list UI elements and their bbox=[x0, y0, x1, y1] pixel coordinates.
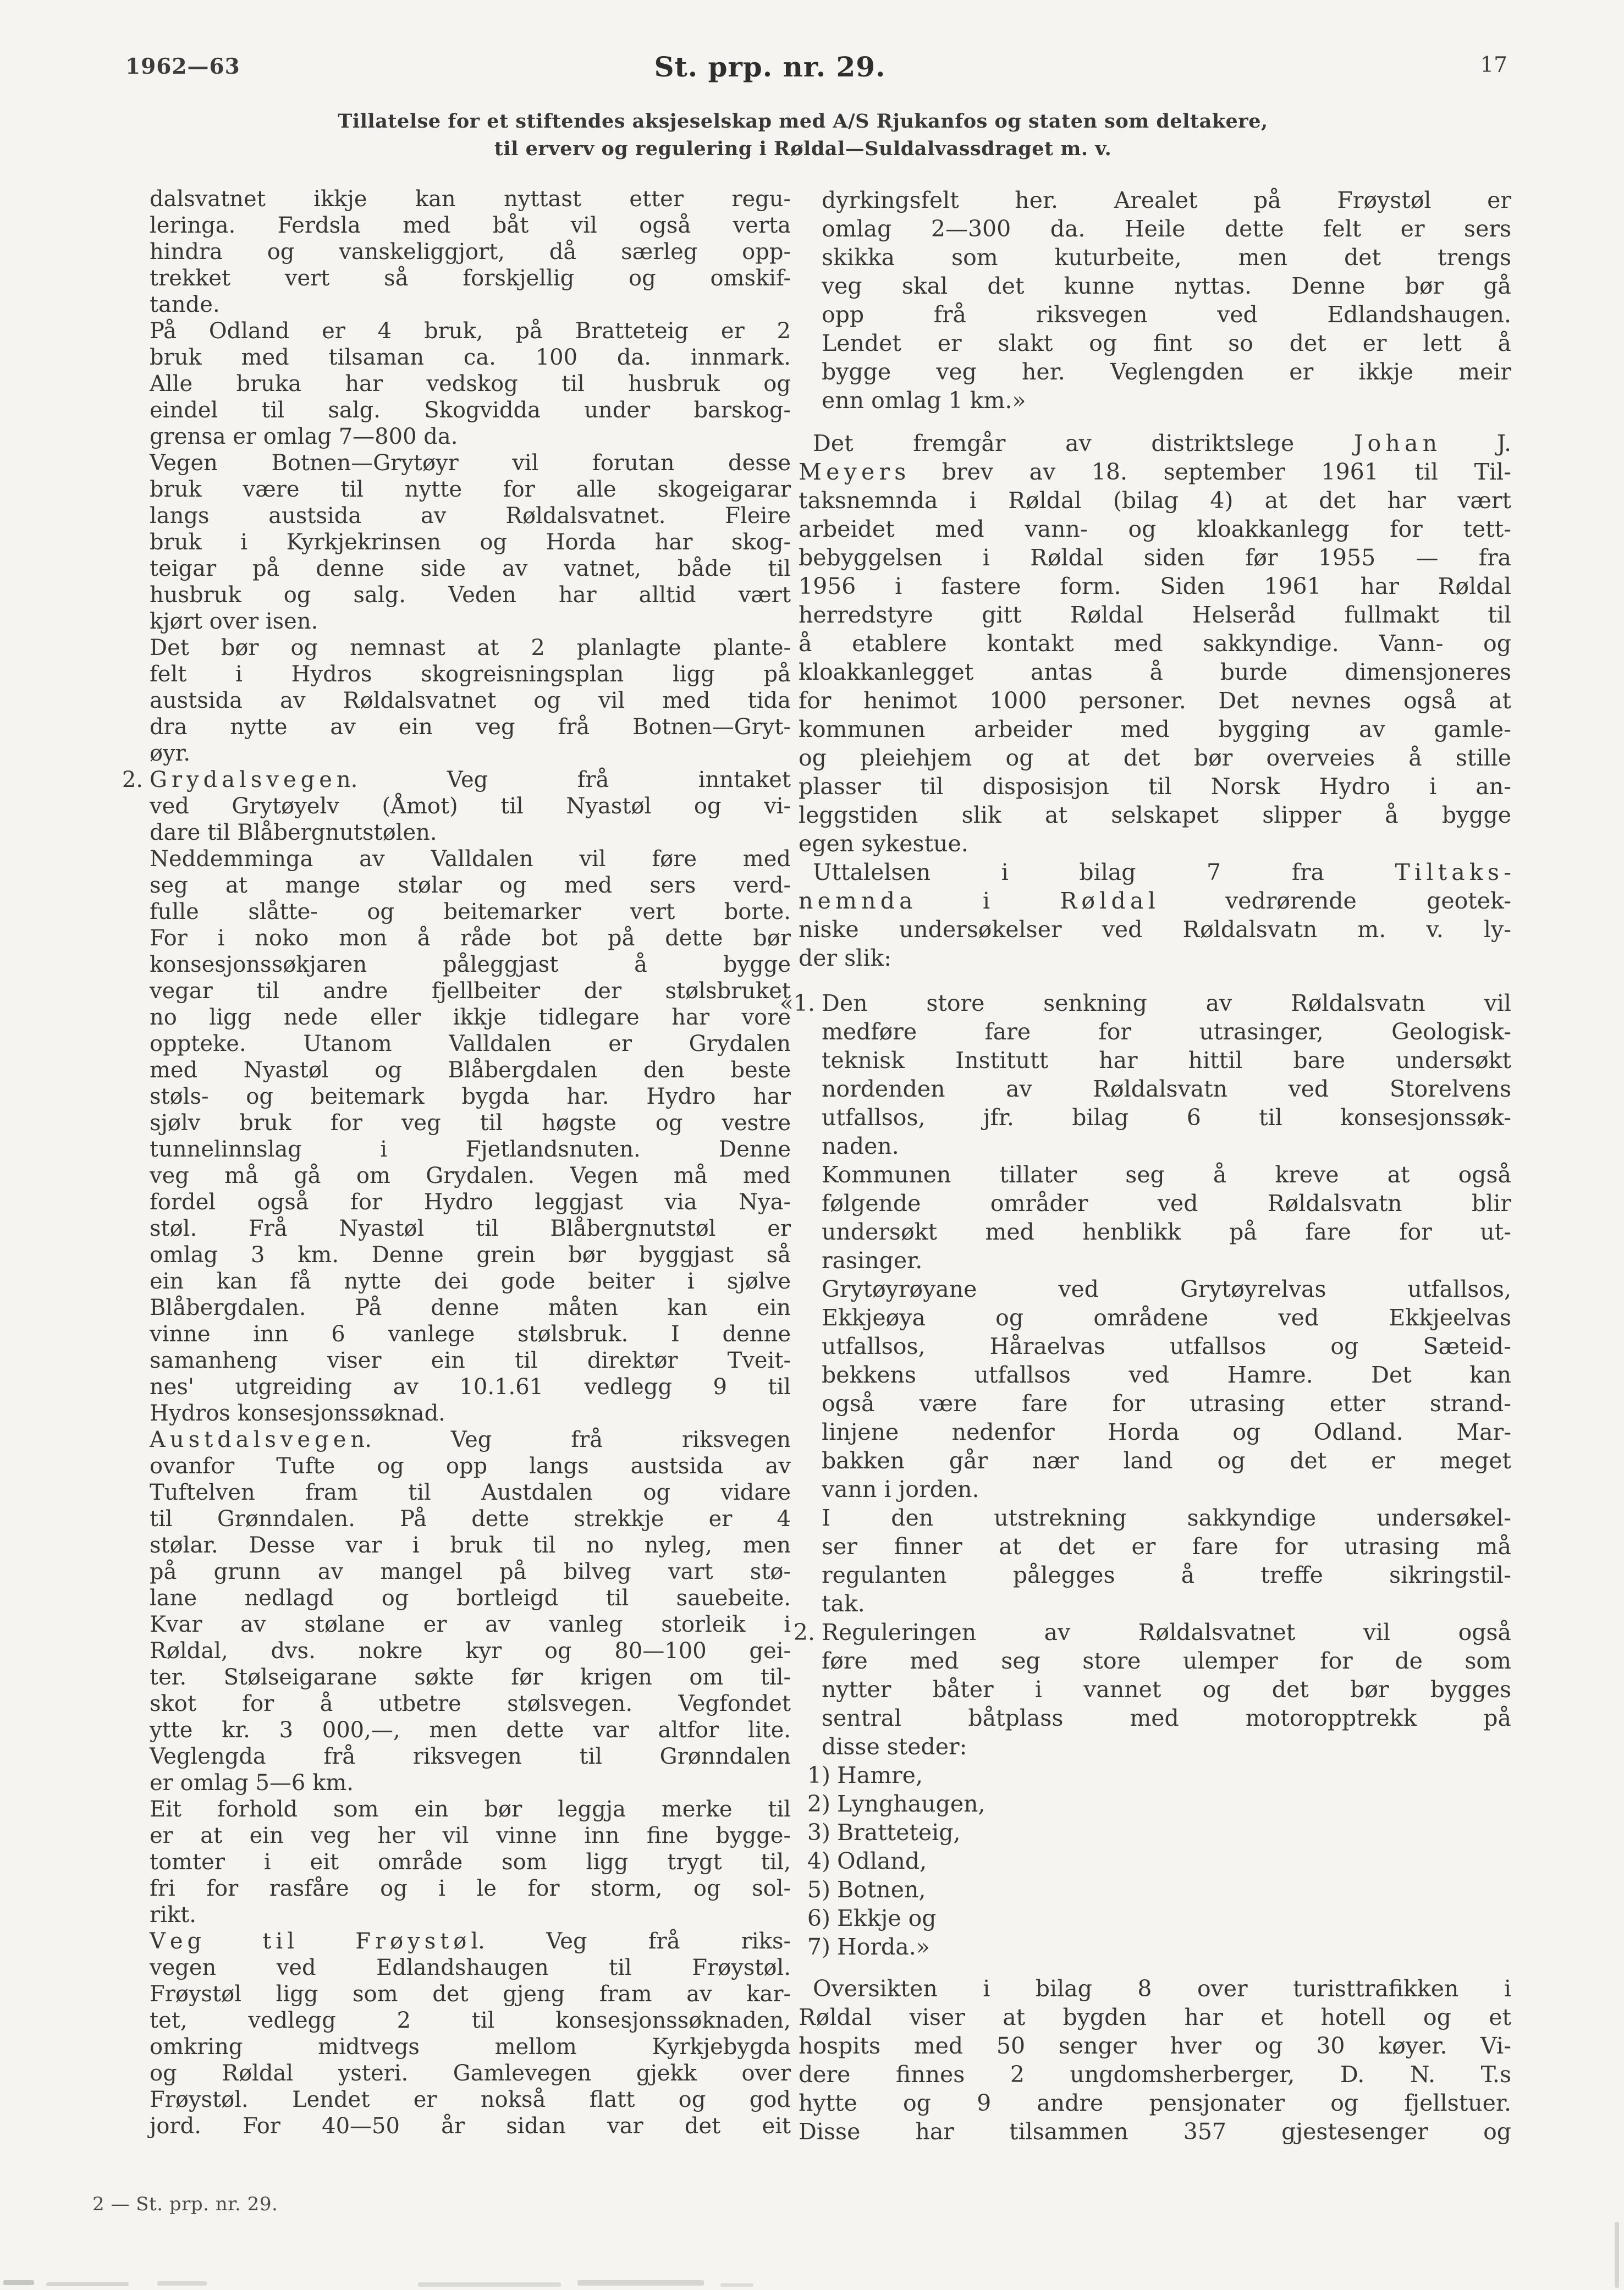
paragraph bbox=[822, 1504, 1511, 1618]
text-line: er at ein veg her vil vinne inn fine bygge- bbox=[150, 1823, 791, 1848]
place-list bbox=[807, 1761, 1511, 1961]
text-line: oppteke. Utanom Valldalen er Grydalen bbox=[150, 1031, 791, 1056]
text-line: dere finnes 2 ungdomsherberger, D. N. T.s bbox=[799, 2061, 1511, 2088]
text-line: Alle bruka har vedskog til husbruk og bbox=[150, 371, 791, 397]
footer-signature: 2 — St. prp. nr. 29. bbox=[92, 2193, 278, 2215]
list-item bbox=[807, 1847, 1511, 1875]
paragraph bbox=[793, 1618, 1511, 1761]
text-line: Vegen Botnen—Grytøyr vil forutan desse bbox=[150, 450, 791, 476]
paragraph bbox=[822, 186, 1511, 415]
text-line: nes' utgreiding av 10.1.61 vedlegg 9 til bbox=[150, 1374, 791, 1400]
text-line: arbeidet med vann- og kloakkanlegg for tett- bbox=[799, 516, 1511, 542]
text-line: ovanfor Tufte og opp langs austsida av bbox=[150, 1454, 791, 1479]
text-line: hytte og 9 andre pensjonater og fjellstuer. bbox=[799, 2090, 1511, 2116]
text-line: konsesjonssøkjaren påleggjast å bygge bbox=[150, 952, 791, 977]
text-line: husbruk og salg. Veden har alltid vært bbox=[150, 582, 791, 608]
text-line: bygge veg her. Veglengden er ikkje meir bbox=[822, 359, 1511, 385]
paragraph bbox=[799, 858, 1511, 972]
text-line: fulle slåtte- og beitemarker vert borte. bbox=[150, 899, 791, 924]
text-line: egen sykestue. bbox=[799, 830, 968, 857]
text-line: følgende områder ved Røldalsvatn blir bbox=[822, 1190, 1511, 1216]
list-item-label: Lynghaugen, bbox=[837, 1791, 986, 1817]
text-line: niske undersøkelser ved Røldalsvatn m. v. ly- bbox=[799, 916, 1511, 943]
text-line: regulanten pålegges å treffe sikringstil- bbox=[822, 1562, 1511, 1588]
text-line: omlag 2—300 da. Heile dette felt er sers bbox=[822, 216, 1511, 242]
list-item-number: 6) bbox=[807, 1905, 830, 1931]
paragraph bbox=[799, 1974, 1511, 2146]
text-line: På Odland er 4 bruk, på Bratteteig er 2 bbox=[150, 318, 791, 344]
text-line: bakken går nær land og det er meget bbox=[822, 1447, 1511, 1474]
paragraph bbox=[150, 1427, 791, 1796]
text-line: teigar på denne side av vatnet, både til bbox=[150, 556, 791, 581]
list-item bbox=[807, 1875, 1511, 1904]
paragraph bbox=[150, 635, 791, 767]
list-item bbox=[807, 1818, 1511, 1847]
text-line: vinne inn 6 vanlege stølsbruk. I denne bbox=[150, 1322, 791, 1347]
text-line: øyr. bbox=[150, 741, 191, 766]
text-line: veg må gå om Grydalen. Vegen må med bbox=[150, 1163, 791, 1188]
text-line: skot for å utbetre stølsvegen. Vegfondet bbox=[150, 1691, 791, 1716]
subtitle-line: til erverv og regulering i Røldal—Suldalvassdraget m. v. bbox=[494, 137, 1112, 160]
text-line: undersøkt med henblikk på fare for ut- bbox=[822, 1219, 1511, 1245]
item-number: 2. bbox=[793, 1619, 815, 1645]
text-line: medføre fare for utrasinger, Geologisk- bbox=[822, 1019, 1511, 1045]
session-label: 1962—63 bbox=[125, 54, 240, 79]
list-item-number: 5) bbox=[807, 1876, 830, 1903]
text-line: no ligg nede eller ikkje tidlegare har vore bbox=[150, 1005, 791, 1030]
list-item-number: 7) bbox=[807, 1934, 830, 1960]
list-item-label: Odland, bbox=[837, 1848, 927, 1874]
text-line: naden. bbox=[822, 1133, 899, 1159]
text-line: teknisk Institutt har hittil bare undersøkt bbox=[822, 1047, 1511, 1074]
scan-artifact bbox=[3, 2280, 34, 2285]
text-line: plasser til disposisjon til Norsk Hydro i an- bbox=[799, 773, 1511, 800]
text-line: Ekkjeøya og områdene ved Ekkjeelvas bbox=[822, 1304, 1511, 1331]
list-item-number: 3) bbox=[807, 1819, 830, 1846]
text-line: å etablere kontakt med sakkyndige. Vann- og bbox=[799, 630, 1511, 657]
paragraph bbox=[150, 1796, 791, 1928]
text-line: «1. Den store senkning av Røldalsvatn vil bbox=[779, 990, 1511, 1016]
text-line: vann i jorden. bbox=[822, 1476, 979, 1502]
paragraph bbox=[822, 1275, 1511, 1504]
paragraph bbox=[122, 767, 791, 846]
text-line: 2. Reguleringen av Røldalsvatnet vil også bbox=[793, 1619, 1511, 1645]
text-line: støl. Frå Nyastøl til Blåbergnutstøl er bbox=[150, 1216, 791, 1241]
list-item bbox=[807, 1904, 1511, 1933]
text-line: nordenden av Røldalsvatn ved Storelvens bbox=[822, 1076, 1511, 1102]
text-line: seg at mange stølar og med sers verd- bbox=[150, 873, 791, 898]
text-line: er omlag 5—6 km. bbox=[150, 1770, 354, 1796]
text-line: også være fare for utrasing etter strand- bbox=[822, 1390, 1511, 1417]
text-line: dra nytte av ein veg frå Botnen—Gryt- bbox=[150, 714, 791, 740]
list-item-label: Bratteteig, bbox=[837, 1819, 961, 1846]
text-line: sentral båtplass med motoropptrekk på bbox=[822, 1705, 1511, 1731]
text-line: Disse har tilsammen 357 gjestesenger og bbox=[799, 2118, 1511, 2145]
text-line: n e m n d a i R ø l d a l vedrørende geotek- bbox=[799, 888, 1511, 914]
text-line: 1956 i fastere form. Siden 1961 har Røldal bbox=[799, 573, 1511, 599]
text-line: skikka som kuturbeite, men det trengs bbox=[822, 244, 1511, 271]
item-number: 2. bbox=[122, 767, 143, 792]
left-column bbox=[122, 186, 791, 2139]
text-line: langs austsida av Røldalsvatnet. Fleire bbox=[150, 503, 791, 529]
paragraph bbox=[779, 989, 1511, 1160]
paragraph bbox=[150, 1928, 791, 2139]
list-item-label: Ekkje og bbox=[837, 1905, 937, 1931]
text-line: enn omlag 1 km.» bbox=[822, 387, 1026, 414]
text-line: ytte kr. 3 000,—, men dette var altfor lite. bbox=[150, 1718, 791, 1743]
text-line: omlag 3 km. Denne grein bør byggjast så bbox=[150, 1242, 791, 1268]
text-line: felt i Hydros skogreisningsplan ligg på bbox=[150, 662, 791, 687]
list-item-label: Hamre, bbox=[837, 1762, 923, 1788]
text-line: Det bør og nemnast at 2 planlagte plante- bbox=[150, 635, 791, 660]
text-line: ter. Stølseigarane søkte før krigen om til- bbox=[150, 1665, 791, 1690]
text-line: stølar. Desse var i bruk til no nyleg, men bbox=[150, 1533, 791, 1558]
text-line: austsida av Røldalsvatnet og vil med tida bbox=[150, 688, 791, 713]
text-line: med Nyastøl og Blåbergdalen den beste bbox=[150, 1058, 791, 1083]
text-line: Veglengda frå riksvegen til Grønndalen bbox=[150, 1744, 791, 1769]
text-line: tande. bbox=[150, 292, 220, 317]
scan-artifact bbox=[720, 2283, 753, 2287]
list-item-number: 1) bbox=[807, 1762, 830, 1788]
list-item-number: 2) bbox=[807, 1791, 830, 1817]
text-line: tunnelinnslag i Fjetlandsnuten. Denne bbox=[150, 1137, 791, 1162]
paragraph bbox=[150, 186, 791, 318]
text-line: bebyggelsen i Røldal siden før 1955 — fra bbox=[799, 544, 1511, 571]
text-line: fri for rasfåre og i le for storm, og sol- bbox=[150, 1876, 791, 1901]
page-title: St. prp. nr. 29. bbox=[654, 51, 886, 83]
text-line: I den utstrekning sakkyndige undersøkel- bbox=[822, 1505, 1511, 1531]
paragraph bbox=[822, 1160, 1511, 1275]
text-line: A u s t d a l s v e g e n. Veg frå riksvegen bbox=[150, 1427, 791, 1452]
text-line: og pleiehjem og at det bør overveies å stille bbox=[799, 745, 1511, 771]
text-line: trekket vert så forskjellig og omskif- bbox=[150, 266, 791, 291]
text-line: omkring midtvegs mellom Kyrkjebygda bbox=[150, 2034, 791, 2060]
text-line: Kommunen tillater seg å kreve at også bbox=[822, 1161, 1511, 1188]
text-line: veg skal det kunne nyttas. Denne bør gå bbox=[822, 273, 1511, 299]
text-line: bruk med tilsaman ca. 100 da. innmark. bbox=[150, 345, 791, 370]
text-line: Eit forhold som ein bør leggja merke til bbox=[150, 1797, 791, 1822]
text-line: føre med seg store ulemper for de som bbox=[822, 1648, 1511, 1674]
text-line: rasinger. bbox=[822, 1247, 923, 1274]
text-line: til Grønndalen. På dette strekkje er 4 bbox=[150, 1506, 791, 1532]
paragraph bbox=[150, 450, 791, 635]
text-line: ved Grytøyelv (Åmot) til Nyastøl og vi- bbox=[150, 794, 791, 819]
text-line: fordel også for Hydro leggjast via Nya- bbox=[150, 1190, 791, 1215]
text-line: utfallsos, Håraelvas utfallsos og Sæteid- bbox=[822, 1333, 1511, 1359]
list-item bbox=[807, 1790, 1511, 1818]
text-line: Frøystøl. Lendet er nokså flatt og god bbox=[150, 2087, 791, 2112]
text-line: Grytøyrøyane ved Grytøyrelvas utfallsos, bbox=[822, 1276, 1511, 1302]
text-line: samanheng viser ein til direktør Tveit- bbox=[150, 1348, 791, 1373]
item-number: «1. bbox=[779, 990, 815, 1016]
text-line: eindel til salg. Skogvidda under barskog- bbox=[150, 398, 791, 423]
text-line: Røldal, dvs. nokre kyr og 80—100 gei- bbox=[150, 1638, 791, 1664]
text-line: taksnemnda i Røldal (bilag 4) at det har vært bbox=[799, 487, 1511, 514]
text-line: bruk være til nytte for alle skogeigarar bbox=[150, 477, 791, 502]
text-line: lane nedlagd og bortleigd til sauebeite. bbox=[150, 1586, 791, 1611]
scan-artifact bbox=[1615, 2222, 1619, 2288]
text-line: hospits med 50 senger hver og 30 køyer. Vi- bbox=[799, 2033, 1511, 2059]
scan-artifact bbox=[157, 2281, 207, 2286]
text-line: kjørt over isen. bbox=[150, 609, 318, 634]
text-line: Tuftelven fram til Austdalen og vidare bbox=[150, 1480, 791, 1505]
text-line: dalsvatnet ikkje kan nyttast etter regu- bbox=[150, 186, 791, 212]
text-line: Frøystøl ligg som det gjeng fram av kar- bbox=[150, 1981, 791, 2007]
text-line: bekkens utfallsos ved Hamre. Det kan bbox=[822, 1362, 1511, 1388]
text-line: tet, vedlegg 2 til konsesjonssøknaden, bbox=[150, 2008, 791, 2033]
text-line: Blåbergdalen. På denne måten kan ein bbox=[150, 1295, 791, 1320]
text-line: linjene nedenfor Horda og Odland. Mar- bbox=[822, 1419, 1511, 1445]
text-line: kloakkanlegget antas å burde dimensjoneres bbox=[799, 659, 1511, 685]
text-line: utfallsos, jfr. bilag 6 til konsesjonssøk- bbox=[822, 1104, 1511, 1131]
text-line: Det fremgår av distriktslege J o h a n J. bbox=[813, 430, 1511, 456]
text-line: sjølv bruk for veg til høgste og vestre bbox=[150, 1110, 791, 1136]
text-line: tomter i eit område som ligg trygt til, bbox=[150, 1849, 791, 1875]
list-item-label: Horda.» bbox=[837, 1934, 930, 1960]
text-line: herredstyre gitt Røldal Helseråd fullmakt til bbox=[799, 602, 1511, 628]
text-line: for henimot 1000 personer. Det nevnes også at bbox=[799, 687, 1511, 714]
text-line: der slik: bbox=[799, 945, 892, 971]
text-line: Lendet er slakt og fint so det er lett å bbox=[822, 330, 1511, 356]
text-line: tak. bbox=[822, 1590, 865, 1617]
paragraph bbox=[150, 846, 791, 1427]
text-line: Uttalelsen i bilag 7 fra T i l t a k s - bbox=[813, 859, 1511, 885]
text-line: Neddemminga av Valldalen vil føre med bbox=[150, 846, 791, 872]
text-line: nytter båter i vannet og det bør bygges bbox=[822, 1676, 1511, 1703]
title-wrap bbox=[137, 51, 1402, 83]
text-line: støls- og beitemark bygda har. Hydro har bbox=[150, 1084, 791, 1109]
text-line: V e g t i l F r ø y s t ø l. Veg frå riks- bbox=[150, 1929, 791, 1954]
text-line: kommunen arbeider med bygging av gamle- bbox=[799, 716, 1511, 742]
text-line: ser finner at det er fare for utrasing må bbox=[822, 1533, 1511, 1560]
paragraph bbox=[799, 429, 1511, 858]
text-line: disse steder: bbox=[822, 1733, 967, 1760]
text-line: Oversikten i bilag 8 over turisttrafikken i bbox=[813, 1975, 1511, 2002]
subtitle-line: Tillatelse for et stiftendes aksjeselskap med A/S Rjukanfos og staten som deltakere, bbox=[338, 110, 1268, 133]
list-item bbox=[807, 1761, 1511, 1790]
list-item-number: 4) bbox=[807, 1848, 830, 1874]
document-subtitle bbox=[137, 108, 1468, 163]
text-line: og Røldal ysteri. Gamlevegen gjekk over bbox=[150, 2061, 791, 2086]
page-number: 17 bbox=[1480, 53, 1507, 78]
text-line: ein kan få nytte dei gode beiter i sjølve bbox=[150, 1269, 791, 1294]
scan-artifact bbox=[46, 2282, 129, 2286]
list-item-label: Botnen, bbox=[837, 1876, 926, 1903]
text-line: vegen ved Edlandshaugen til Frøystøl. bbox=[150, 1955, 791, 1980]
text-line: grensa er omlag 7—800 da. bbox=[150, 424, 458, 449]
text-line: leggstiden slik at selskapet slipper å bygge bbox=[799, 802, 1511, 828]
paragraph bbox=[150, 318, 791, 450]
text-line: Røldal viser at bygden har et hotell og et bbox=[799, 2004, 1511, 2030]
text-line: For i noko mon å råde bot på dette bør bbox=[150, 926, 791, 951]
text-line: Hydros konsesjonssøknad. bbox=[150, 1401, 445, 1426]
list-item bbox=[807, 1933, 1511, 1961]
text-line: rikt. bbox=[150, 1902, 196, 1928]
text-line: M e y e r s brev av 18. september 1961 til Til- bbox=[799, 459, 1511, 485]
text-line: leringa. Ferdsla med båt vil også verta bbox=[150, 213, 791, 238]
scan-artifact bbox=[577, 2280, 704, 2286]
text-line: hindra og vanskeliggjort, då særleg opp- bbox=[150, 239, 791, 265]
right-column bbox=[779, 186, 1511, 2146]
text-line: dare til Blåbergnutstølen. bbox=[150, 820, 437, 845]
text-line: Kvar av stølane er av vanleg storleik i bbox=[150, 1612, 791, 1637]
text-line: opp frå riksvegen ved Edlandshaugen. bbox=[822, 301, 1511, 328]
text-line: 2. G r y d a l s v e g e n. Veg frå inntaket bbox=[122, 767, 791, 792]
scan-artifact bbox=[418, 2282, 561, 2287]
text-line: dyrkingsfelt her. Arealet på Frøystøl er bbox=[822, 187, 1511, 213]
text-line: bruk i Kyrkjekrinsen og Horda har skog- bbox=[150, 530, 791, 555]
text-line: på grunn av mangel på bilveg vart stø- bbox=[150, 1559, 791, 1584]
text-line: vegar til andre fjellbeiter der stølsbruket bbox=[150, 978, 791, 1004]
text-line: jord. For 40—50 år sidan var det eit bbox=[150, 2113, 791, 2139]
